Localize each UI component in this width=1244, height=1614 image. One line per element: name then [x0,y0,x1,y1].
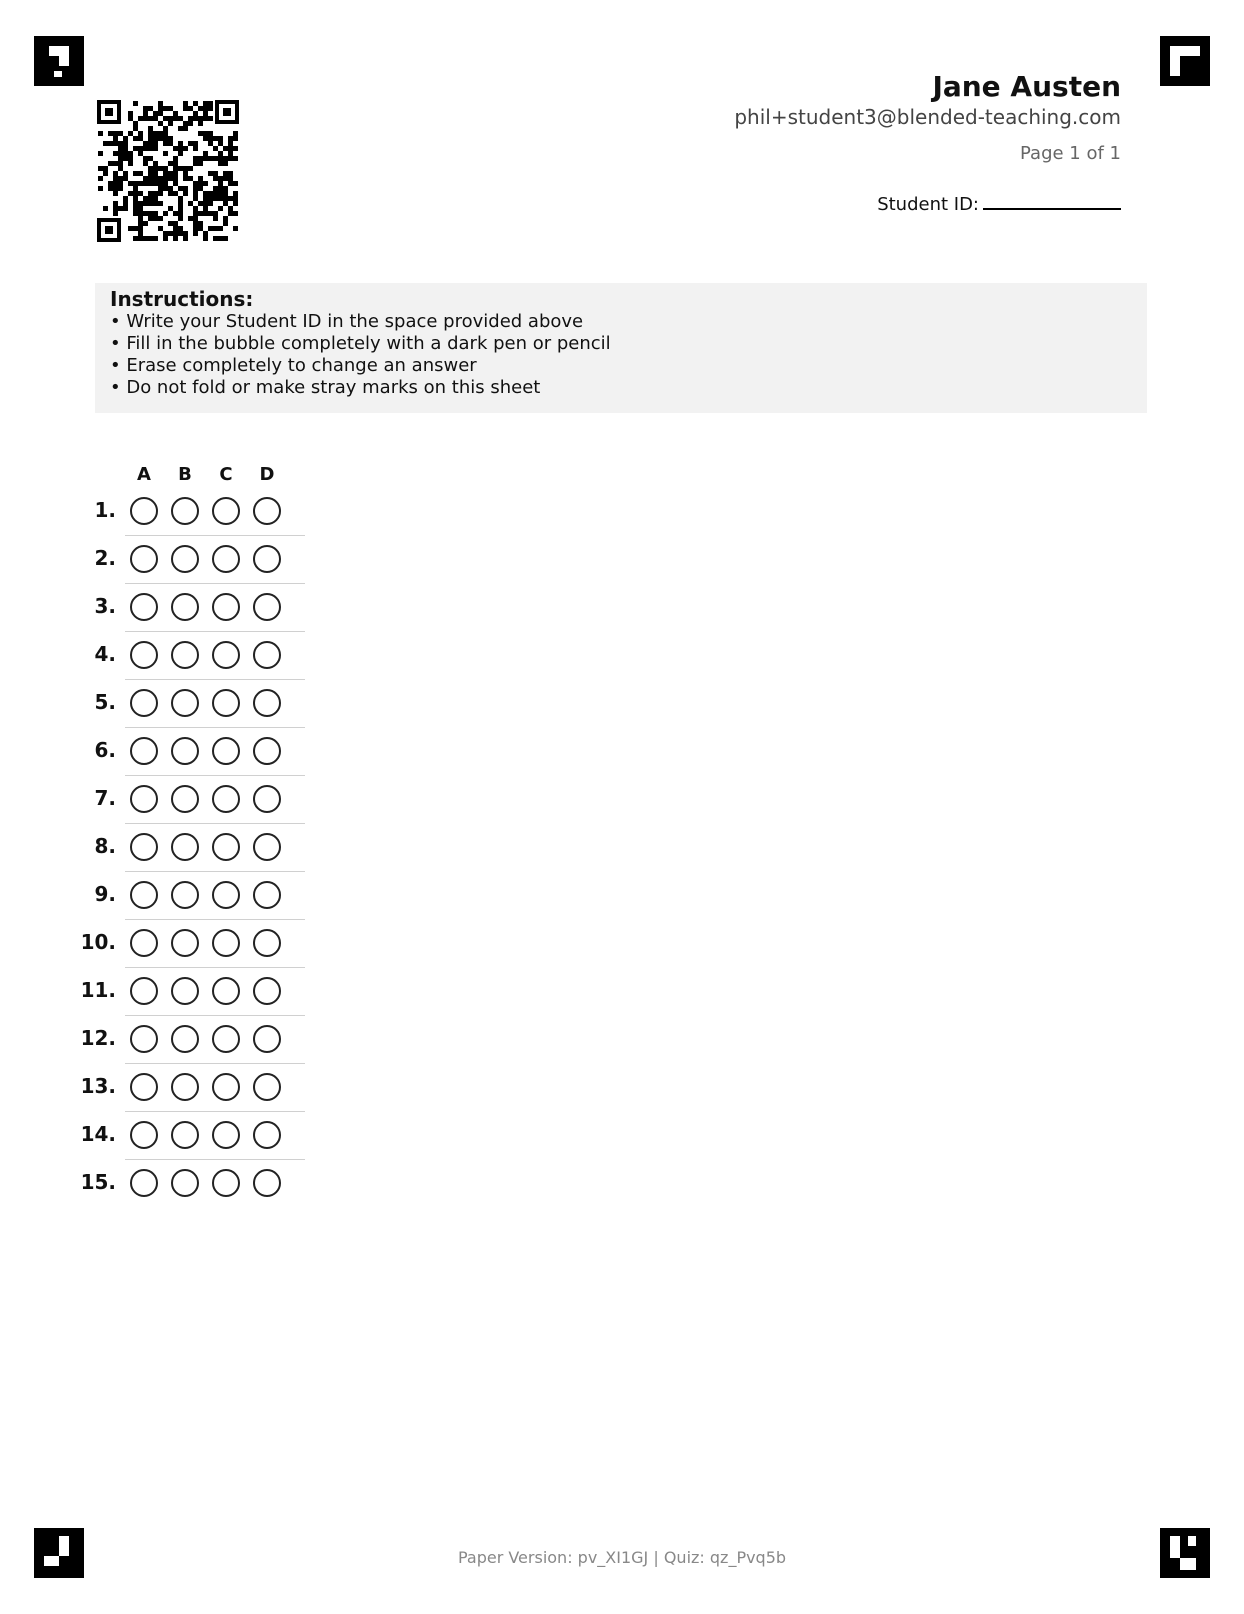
student-email: phil+student3@blended-teaching.com [734,105,1121,129]
answer-bubble-5-b[interactable] [171,689,199,717]
answer-bubble-3-c[interactable] [212,593,240,621]
answer-bubble-4-d[interactable] [253,641,281,669]
question-number: 11. [80,978,116,1002]
answer-bubble-12-a[interactable] [130,1025,158,1053]
answer-bubble-10-b[interactable] [171,929,199,957]
answer-bubble-7-d[interactable] [253,785,281,813]
option-header-b: B [178,464,192,485]
page-indicator: Page 1 of 1 [1020,143,1121,164]
instruction-item: • Fill in the bubble completely with a dark pen or pencil [110,333,611,354]
answer-row [70,534,305,583]
question-number: 3. [94,594,116,618]
answer-bubble-7-a[interactable] [130,785,158,813]
answer-bubble-14-b[interactable] [171,1121,199,1149]
answer-bubble-11-a[interactable] [130,977,158,1005]
footer-version-info: Paper Version: pv_XI1GJ | Quiz: qz_Pvq5b [457,1548,787,1567]
question-number: 9. [94,882,116,906]
answer-bubble-13-d[interactable] [253,1073,281,1101]
answer-bubble-12-b[interactable] [171,1025,199,1053]
answer-bubble-11-d[interactable] [253,977,281,1005]
answer-row [70,822,305,871]
answer-row [70,870,305,919]
answer-bubble-2-b[interactable] [171,545,199,573]
answer-bubble-8-a[interactable] [130,833,158,861]
question-number: 5. [94,690,116,714]
answer-bubble-14-d[interactable] [253,1121,281,1149]
answer-bubble-1-b[interactable] [171,497,199,525]
answer-bubble-6-b[interactable] [171,737,199,765]
answer-bubble-4-a[interactable] [130,641,158,669]
answer-bubble-1-c[interactable] [212,497,240,525]
answer-bubble-14-a[interactable] [130,1121,158,1149]
answer-bubble-2-a[interactable] [130,545,158,573]
answer-row [70,1014,305,1063]
student-id-field[interactable] [983,190,1121,210]
answer-bubble-6-d[interactable] [253,737,281,765]
answer-bubble-15-a[interactable] [130,1169,158,1197]
answer-row [70,630,305,679]
answer-bubble-4-b[interactable] [171,641,199,669]
question-number: 13. [80,1074,116,1098]
answer-row [70,1158,305,1207]
option-header-c: C [219,464,233,485]
answer-bubble-7-c[interactable] [212,785,240,813]
answer-bubble-9-d[interactable] [253,881,281,909]
question-number: 7. [94,786,116,810]
answer-bubble-3-d[interactable] [253,593,281,621]
answer-bubble-12-c[interactable] [212,1025,240,1053]
answer-bubble-2-c[interactable] [212,545,240,573]
question-number: 10. [80,930,116,954]
answer-bubble-15-b[interactable] [171,1169,199,1197]
answer-row [70,918,305,967]
answer-bubble-6-c[interactable] [212,737,240,765]
student-id-label: Student ID: [877,194,979,215]
question-number: 15. [80,1170,116,1194]
instructions-box [95,283,1147,413]
question-number: 6. [94,738,116,762]
answer-row [70,774,305,823]
question-number: 14. [80,1122,116,1146]
instructions-title: Instructions: [110,287,254,311]
answer-bubble-3-b[interactable] [171,593,199,621]
answer-bubble-15-d[interactable] [253,1169,281,1197]
instruction-item: • Do not fold or make stray marks on this sheet [110,377,541,398]
question-number: 4. [94,642,116,666]
answer-bubble-1-d[interactable] [253,497,281,525]
question-number: 8. [94,834,116,858]
qr-code-icon [97,100,239,242]
alignment-marker-top-right-icon [1160,36,1210,86]
answer-row [70,1062,305,1111]
answer-bubble-10-c[interactable] [212,929,240,957]
answer-bubble-1-a[interactable] [130,497,158,525]
answer-bubble-10-d[interactable] [253,929,281,957]
answer-bubble-9-a[interactable] [130,881,158,909]
question-number: 2. [94,546,116,570]
answer-bubble-8-b[interactable] [171,833,199,861]
answer-bubble-6-a[interactable] [130,737,158,765]
answer-bubble-7-b[interactable] [171,785,199,813]
instruction-item: • Erase completely to change an answer [110,355,477,376]
answer-bubble-2-d[interactable] [253,545,281,573]
answer-bubble-11-b[interactable] [171,977,199,1005]
answer-bubble-5-a[interactable] [130,689,158,717]
answer-bubble-4-c[interactable] [212,641,240,669]
question-number: 12. [80,1026,116,1050]
answer-row [70,966,305,1015]
answer-bubble-13-c[interactable] [212,1073,240,1101]
answer-row [70,486,305,535]
student-id-row [734,190,1121,217]
answer-row [70,678,305,727]
answer-bubble-14-c[interactable] [212,1121,240,1149]
answer-bubble-9-b[interactable] [171,881,199,909]
answer-bubble-13-b[interactable] [171,1073,199,1101]
answer-bubble-5-d[interactable] [253,689,281,717]
answer-bubble-5-c[interactable] [212,689,240,717]
student-header [734,70,1121,217]
answer-row [70,582,305,631]
answer-row [70,1110,305,1159]
answer-row [70,726,305,775]
option-header-a: A [137,464,151,485]
answer-bubble-12-d[interactable] [253,1025,281,1053]
answer-bubble-9-c[interactable] [212,881,240,909]
answer-bubble-3-a[interactable] [130,593,158,621]
answer-bubble-13-a[interactable] [130,1073,158,1101]
answer-bubble-15-c[interactable] [212,1169,240,1197]
answer-bubble-8-d[interactable] [253,833,281,861]
student-name: Jane Austen [932,70,1121,103]
option-header-d: D [259,464,275,485]
answer-bubble-11-c[interactable] [212,977,240,1005]
answer-bubble-8-c[interactable] [212,833,240,861]
question-number: 1. [94,498,116,522]
instruction-item: • Write your Student ID in the space provided above [110,311,584,332]
answer-bubble-10-a[interactable] [130,929,158,957]
alignment-marker-top-left-icon [34,36,84,86]
